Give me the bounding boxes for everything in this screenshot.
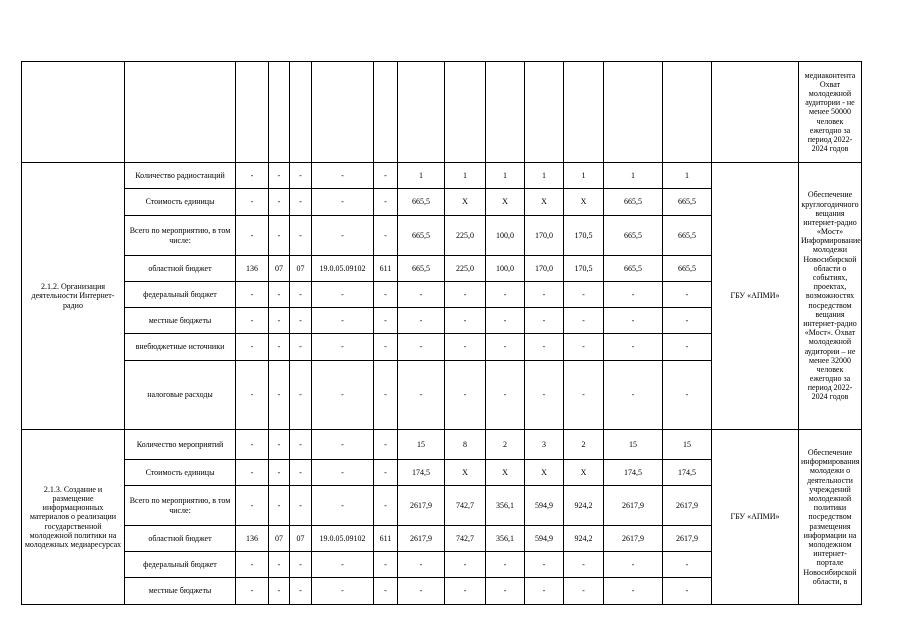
table-cell: 225,0 xyxy=(445,256,486,282)
row-label: областной бюджет xyxy=(125,256,236,282)
table-cell: - xyxy=(236,163,269,189)
table-cell: - xyxy=(374,361,398,430)
table-cell: - xyxy=(604,308,663,334)
table-cell xyxy=(663,62,712,163)
row-label: Всего по мероприятию, в том числе: xyxy=(125,216,236,256)
table-cell: 15 xyxy=(604,430,663,460)
table-cell: - xyxy=(312,216,374,256)
table-cell: 3 xyxy=(525,430,564,460)
table-cell: - xyxy=(398,334,445,361)
table-cell: - xyxy=(374,189,398,216)
table-cell xyxy=(604,62,663,163)
row-label: местные бюджеты xyxy=(125,578,236,605)
table-cell xyxy=(269,62,290,163)
row-label: Количество мероприятий xyxy=(125,430,236,460)
table-cell: - xyxy=(604,361,663,430)
expected-result: Обеспечение информирования молодежи о деятельности учреждений молодежной политики посредством размещения информации на молодежном интернет-портале Новосибирской области, в xyxy=(799,430,862,605)
table-cell: - xyxy=(290,361,312,430)
table-cell: - xyxy=(290,334,312,361)
table-cell: - xyxy=(374,216,398,256)
table-cell: 19.0.05.09102 xyxy=(312,526,374,552)
table-cell: 665,5 xyxy=(663,216,712,256)
table-cell: - xyxy=(486,334,525,361)
table-cell: 1 xyxy=(398,163,445,189)
table-cell: 1 xyxy=(486,163,525,189)
table-cell: X xyxy=(445,189,486,216)
table-cell: - xyxy=(269,430,290,460)
table-cell: - xyxy=(564,552,604,578)
table-cell xyxy=(312,62,374,163)
table-cell: X xyxy=(525,189,564,216)
table-cell: - xyxy=(312,361,374,430)
table-cell: - xyxy=(564,578,604,605)
table-cell: - xyxy=(663,578,712,605)
table-cell: X xyxy=(564,460,604,486)
table-cell: - xyxy=(269,552,290,578)
table-cell: - xyxy=(564,282,604,308)
table-row xyxy=(22,163,862,189)
table-cell: - xyxy=(290,216,312,256)
table-cell: - xyxy=(525,552,564,578)
table-cell: 2 xyxy=(486,430,525,460)
table-cell: - xyxy=(525,361,564,430)
table-cell: - xyxy=(374,282,398,308)
table-cell: 2617,9 xyxy=(398,526,445,552)
table-cell: 1 xyxy=(564,163,604,189)
table-cell: 2617,9 xyxy=(604,486,663,526)
table-cell: 170,5 xyxy=(564,256,604,282)
table-cell: - xyxy=(269,308,290,334)
table-cell: 170,5 xyxy=(564,216,604,256)
table-cell: - xyxy=(312,578,374,605)
table-cell: - xyxy=(269,163,290,189)
table-cell xyxy=(525,62,564,163)
table-cell: 174,5 xyxy=(398,460,445,486)
table-cell: - xyxy=(236,282,269,308)
table-cell: - xyxy=(374,334,398,361)
table-cell: - xyxy=(269,334,290,361)
table-cell: - xyxy=(236,486,269,526)
table-cell: 665,5 xyxy=(663,189,712,216)
table-cell: - xyxy=(236,334,269,361)
row-label: местные бюджеты xyxy=(125,308,236,334)
table-cell: - xyxy=(269,486,290,526)
table-cell: 665,5 xyxy=(398,189,445,216)
table-cell: - xyxy=(374,460,398,486)
table-cell: - xyxy=(290,486,312,526)
table-cell: 136 xyxy=(236,256,269,282)
table-cell: - xyxy=(269,578,290,605)
table-cell: - xyxy=(312,552,374,578)
table-cell: - xyxy=(663,334,712,361)
table-cell xyxy=(564,62,604,163)
table-cell: - xyxy=(486,552,525,578)
table-cell: - xyxy=(290,308,312,334)
table-row xyxy=(22,430,862,460)
table-cell: 2617,9 xyxy=(604,526,663,552)
table-cell: - xyxy=(312,189,374,216)
table-cell: 07 xyxy=(269,256,290,282)
continuation-result: медиаконтента Охват молодежной аудитории - не менее 50000 человек ежегодно за период 2022-2024 годов xyxy=(799,62,862,163)
row-label: областной бюджет xyxy=(125,526,236,552)
table-cell: 924,2 xyxy=(564,486,604,526)
table-cell: - xyxy=(398,361,445,430)
table-cell: 742,7 xyxy=(445,486,486,526)
table-cell: 924,2 xyxy=(564,526,604,552)
table-cell: - xyxy=(290,578,312,605)
table-cell: - xyxy=(663,552,712,578)
table-cell: - xyxy=(445,578,486,605)
table-cell: - xyxy=(290,460,312,486)
table-cell: - xyxy=(269,460,290,486)
executor: ГБУ «АПМИ» xyxy=(712,163,799,430)
table-cell: 15 xyxy=(663,430,712,460)
table-cell: 15 xyxy=(398,430,445,460)
table-cell: X xyxy=(525,460,564,486)
table-cell: 594,9 xyxy=(525,526,564,552)
table-cell: 665,5 xyxy=(663,256,712,282)
table-cell xyxy=(398,62,445,163)
row-label: налоговые расходы xyxy=(125,361,236,430)
table-cell xyxy=(290,62,312,163)
table-cell: - xyxy=(663,282,712,308)
table-cell: - xyxy=(398,578,445,605)
table-cell: 2617,9 xyxy=(663,526,712,552)
table-cell: X xyxy=(486,460,525,486)
program-table xyxy=(21,61,862,605)
table-cell: - xyxy=(564,334,604,361)
table-cell: - xyxy=(236,578,269,605)
table-cell: - xyxy=(486,578,525,605)
table-cell: - xyxy=(236,308,269,334)
table-cell: - xyxy=(236,430,269,460)
table-cell: 174,5 xyxy=(663,460,712,486)
table-cell: - xyxy=(445,361,486,430)
table-cell: - xyxy=(269,189,290,216)
table-cell: - xyxy=(564,308,604,334)
table-cell: - xyxy=(312,460,374,486)
table-cell: 665,5 xyxy=(604,189,663,216)
table-cell: - xyxy=(236,216,269,256)
table-cell: - xyxy=(312,308,374,334)
executor: ГБУ «АПМИ» xyxy=(712,430,799,605)
table-cell: - xyxy=(445,282,486,308)
table-cell: - xyxy=(269,361,290,430)
table-cell: 665,5 xyxy=(398,256,445,282)
table-cell: - xyxy=(374,578,398,605)
table-cell: 742,7 xyxy=(445,526,486,552)
table-cell: - xyxy=(374,552,398,578)
table-cell: - xyxy=(663,361,712,430)
table-cell: - xyxy=(486,308,525,334)
table-cell: 594,9 xyxy=(525,486,564,526)
row-label: Всего по мероприятию, в том числе: xyxy=(125,486,236,526)
table-cell: - xyxy=(398,282,445,308)
table-cell xyxy=(236,62,269,163)
table-cell: - xyxy=(290,163,312,189)
table-cell: 170,0 xyxy=(525,216,564,256)
table-cell: 1 xyxy=(663,163,712,189)
table-cell: 8 xyxy=(445,430,486,460)
table-cell: - xyxy=(236,460,269,486)
table-cell: 356,1 xyxy=(486,486,525,526)
table-cell: - xyxy=(236,189,269,216)
table-body xyxy=(22,62,862,605)
table-cell: - xyxy=(398,308,445,334)
table-cell: 1 xyxy=(604,163,663,189)
table-cell: - xyxy=(604,578,663,605)
table-cell: 07 xyxy=(290,256,312,282)
table-cell: 611 xyxy=(374,526,398,552)
table-cell: - xyxy=(445,552,486,578)
continuation-row xyxy=(22,62,862,163)
row-label: Стоимость единицы xyxy=(125,460,236,486)
table-cell: 665,5 xyxy=(604,216,663,256)
table-cell: 174,5 xyxy=(604,460,663,486)
activity-title: 2.1.2. Организация деятельности Интернет-радио xyxy=(22,163,125,430)
table-cell: - xyxy=(663,308,712,334)
table-cell: - xyxy=(374,163,398,189)
table-cell: - xyxy=(269,216,290,256)
table-cell: - xyxy=(312,282,374,308)
table-cell: 07 xyxy=(290,526,312,552)
table-cell: - xyxy=(445,308,486,334)
table-cell: 1 xyxy=(525,163,564,189)
table-cell: - xyxy=(374,308,398,334)
expected-result: Обеспечение круглогодичного вещания интернет-радио «Мост» Информирование молодежи Новосибирской области о событиях, проектах, возможностях посредством вещания интернет-радио «Мост». Охват молодежной аудитории – не менее 32000 человек ежегодно за период 2022-2024 годов xyxy=(799,163,862,430)
row-label: Стоимость единицы xyxy=(125,189,236,216)
row-label: федеральный бюджет xyxy=(125,282,236,308)
table-cell: 1 xyxy=(445,163,486,189)
table-cell xyxy=(486,62,525,163)
table-cell: - xyxy=(312,163,374,189)
table-cell: 2 xyxy=(564,430,604,460)
row-label: внебюджетные источники xyxy=(125,334,236,361)
table-cell: - xyxy=(604,334,663,361)
table-cell: 07 xyxy=(269,526,290,552)
table-cell: 2617,9 xyxy=(663,486,712,526)
table-cell: - xyxy=(312,430,374,460)
table-cell: - xyxy=(525,308,564,334)
row-label: федеральный бюджет xyxy=(125,552,236,578)
table-cell: 100,0 xyxy=(486,256,525,282)
table-cell xyxy=(712,62,799,163)
table-cell: X xyxy=(445,460,486,486)
table-cell xyxy=(22,62,125,163)
table-cell xyxy=(125,62,236,163)
table-cell: 100,0 xyxy=(486,216,525,256)
table-cell: - xyxy=(312,486,374,526)
table-cell: - xyxy=(290,282,312,308)
table-cell: - xyxy=(312,334,374,361)
table-cell: - xyxy=(525,578,564,605)
table-cell: - xyxy=(290,552,312,578)
table-cell: 225,0 xyxy=(445,216,486,256)
table-cell: - xyxy=(604,282,663,308)
table-cell: - xyxy=(236,552,269,578)
table-cell: - xyxy=(290,189,312,216)
row-label: Количество радиостанций xyxy=(125,163,236,189)
table-cell: - xyxy=(486,361,525,430)
table-cell: X xyxy=(486,189,525,216)
table-cell: - xyxy=(525,282,564,308)
table-cell: 2617,9 xyxy=(398,486,445,526)
table-cell: 170,0 xyxy=(525,256,564,282)
table-cell: 136 xyxy=(236,526,269,552)
table-cell: 665,5 xyxy=(604,256,663,282)
table-cell xyxy=(445,62,486,163)
table-cell: - xyxy=(236,361,269,430)
table-cell: - xyxy=(398,552,445,578)
table-cell xyxy=(374,62,398,163)
table-cell: 665,5 xyxy=(398,216,445,256)
table-cell: 19.0.05.09102 xyxy=(312,256,374,282)
table-cell: - xyxy=(604,552,663,578)
activity-title: 2.1.3. Создание и размещение информационных материалов о реализации государственной молодежной политики на молодежных медиаресурсах xyxy=(22,430,125,605)
table-cell: - xyxy=(445,334,486,361)
table-cell: 356,1 xyxy=(486,526,525,552)
table-cell: - xyxy=(290,430,312,460)
table-cell: - xyxy=(564,361,604,430)
table-cell: - xyxy=(269,282,290,308)
table-cell: - xyxy=(374,430,398,460)
table-cell: - xyxy=(525,334,564,361)
table-cell: - xyxy=(374,486,398,526)
table-cell: - xyxy=(486,282,525,308)
table-cell: 611 xyxy=(374,256,398,282)
table-cell: X xyxy=(564,189,604,216)
